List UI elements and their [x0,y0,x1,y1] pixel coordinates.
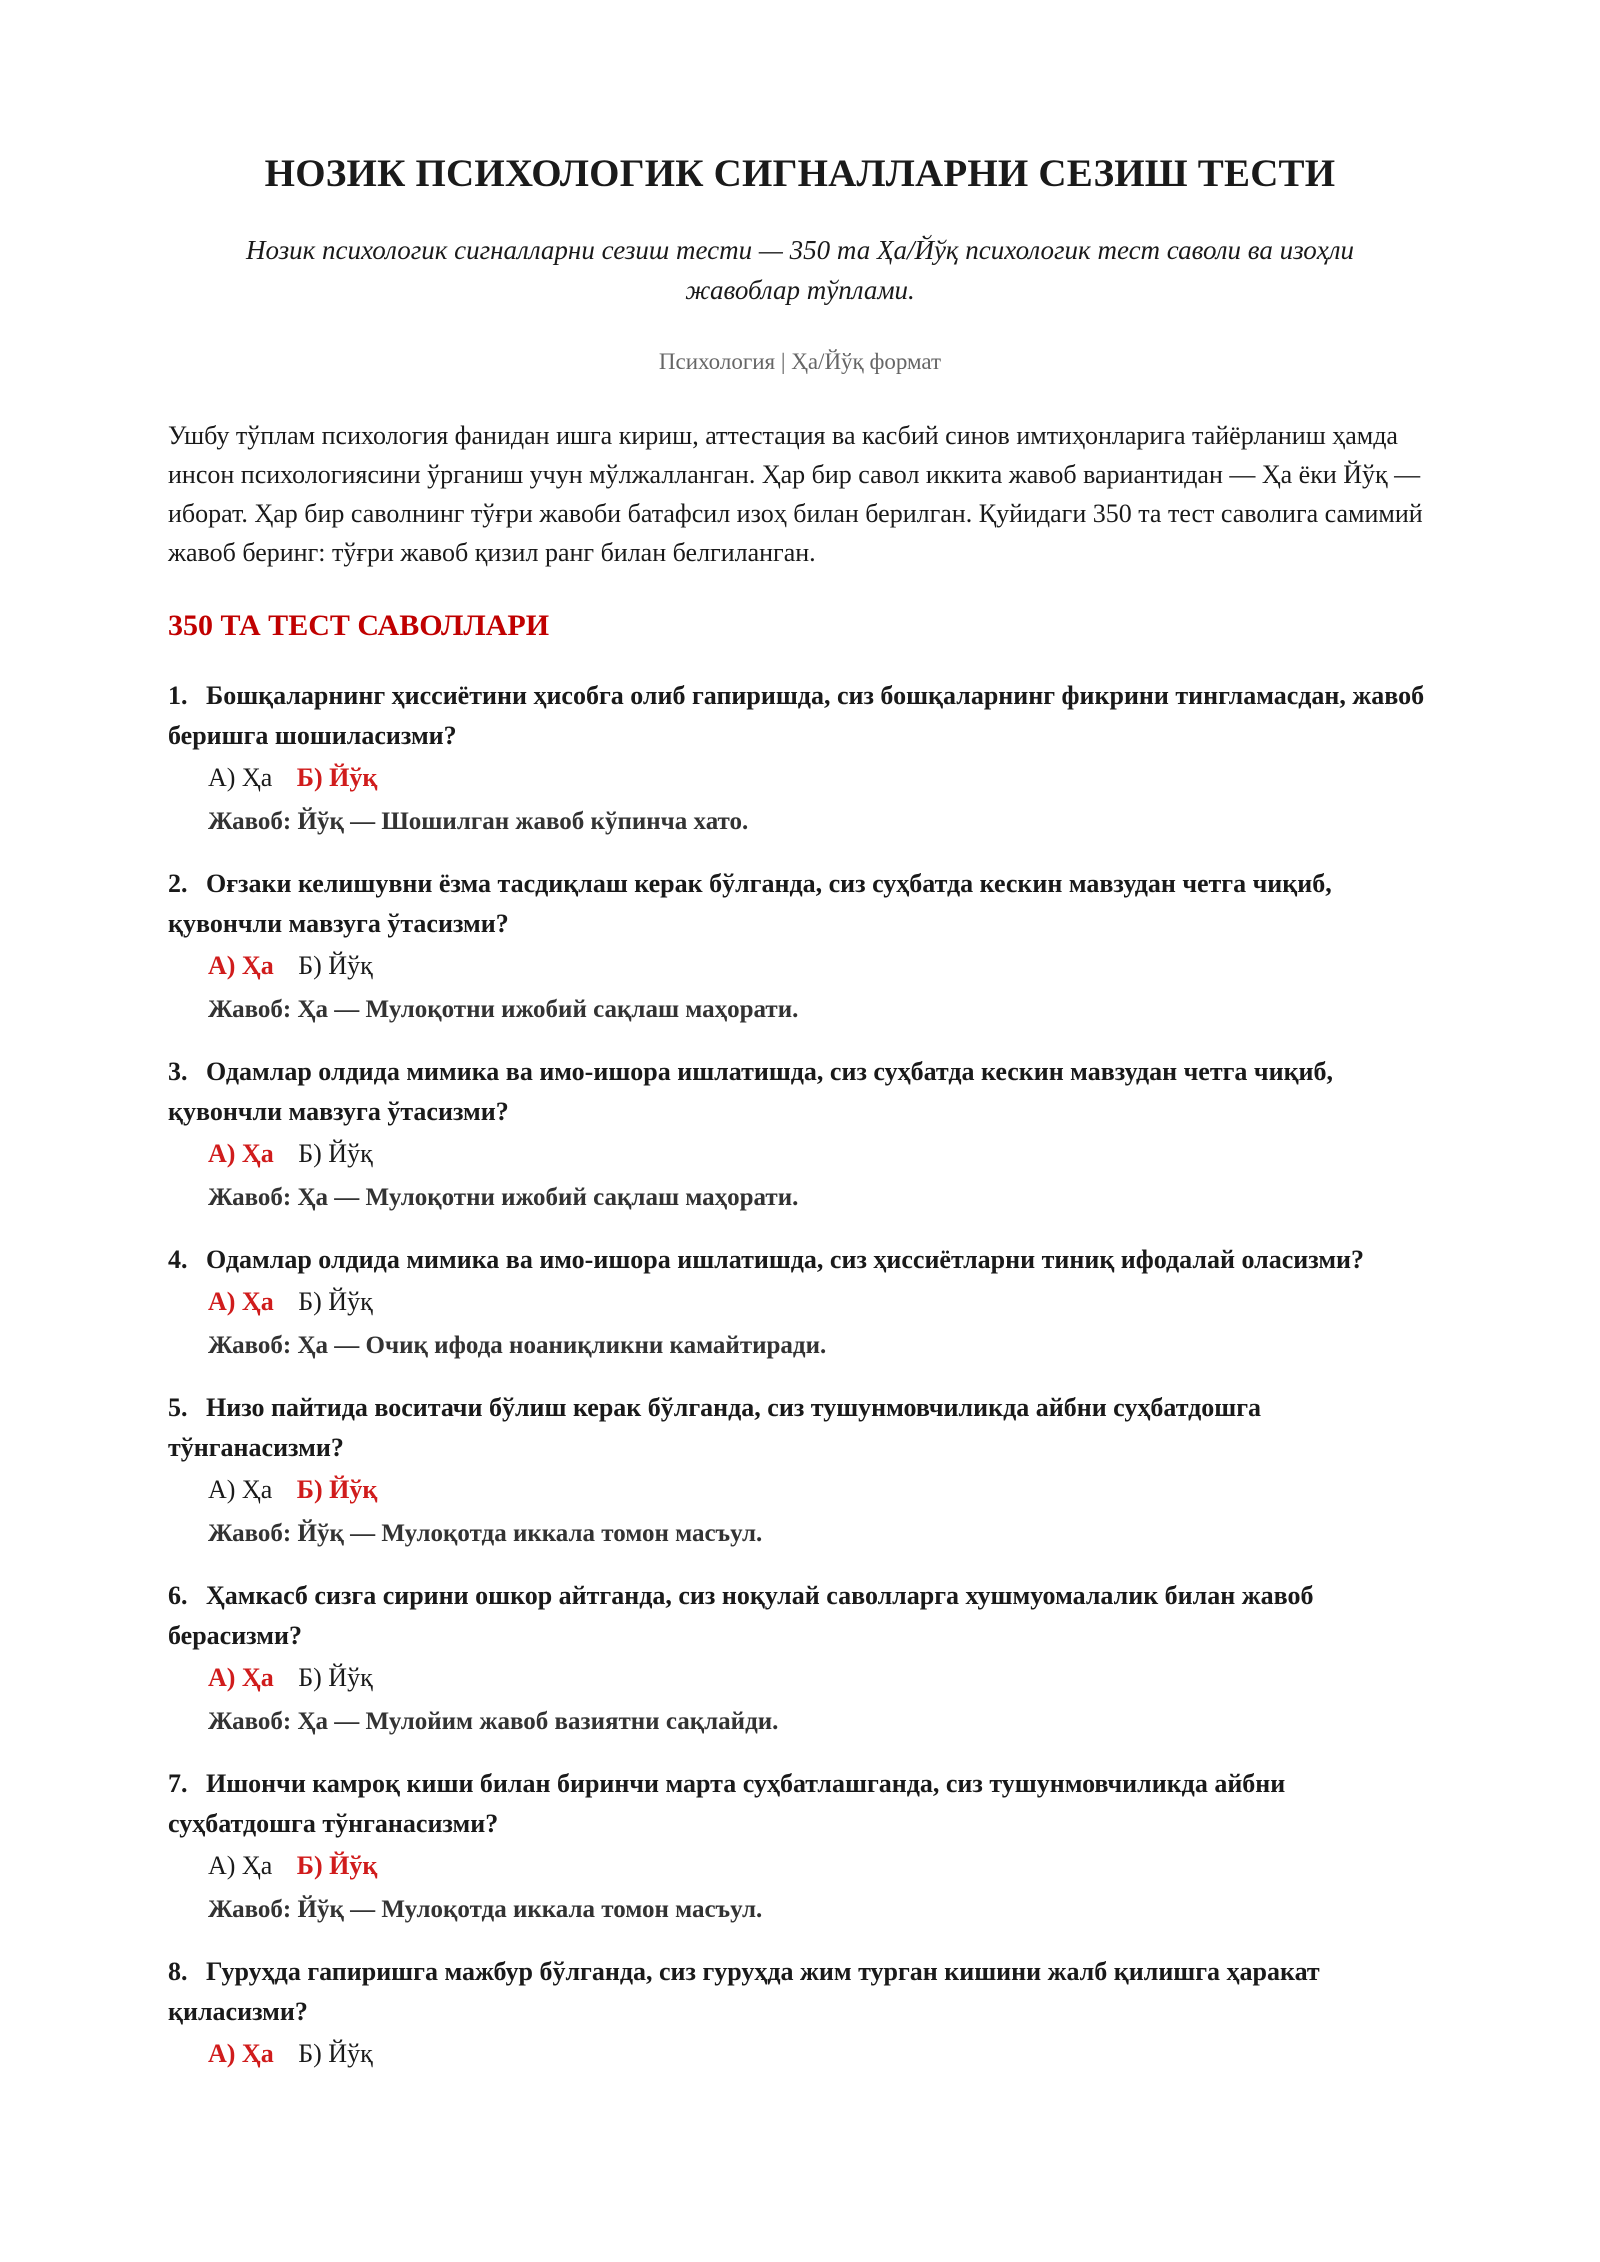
answer-explanation: Жавоб: Йўқ — Шошилган жавоб кўпинча хато. [208,808,749,835]
option-b[interactable]: Б) Йўқ [298,1287,373,1316]
question-body: Низо пайтида воситачи бўлиш керак бўлганда, сиз тушунмовчиликда айбни суҳбатдошга тўнганасизми? [168,1393,1262,1462]
section-heading: 350 ТА ТЕСТ САВОЛЛАРИ [168,609,550,642]
question-item [168,676,1432,842]
answer-options [168,1846,1432,1886]
question-text [168,864,1432,944]
answer-explanation: Жавоб: Ҳа — Мулоқотни ижобий сақлаш маҳорати. [208,996,799,1023]
question-body: Одамлар олдида мимика ва имо-ишора ишлатишда, сиз ҳиссиётларни тиниқ ифодалай оласизми? [206,1245,1365,1274]
question-number: 6. [168,1581,188,1610]
answer-explanation: Жавоб: Ҳа — Мулойим жавоб вазиятни сақлайди. [208,1708,779,1735]
question-item [168,1764,1432,1930]
question-text [168,1576,1432,1656]
option-b[interactable]: Б) Йўқ [298,951,373,980]
question-text [168,1388,1432,1468]
question-item [168,1576,1432,1742]
option-a-correct[interactable]: А) Ҳа [208,2039,274,2068]
question-number: 8. [168,1957,188,1986]
answer-options [168,1282,1432,1322]
question-number: 5. [168,1393,188,1422]
option-b[interactable]: Б) Йўқ [298,1139,373,1168]
answer-explanation: Жавоб: Ҳа — Очиқ ифода ноаниқликни камайтиради. [208,1332,827,1359]
question-item [168,1240,1432,1366]
question-text [168,1052,1432,1132]
option-a-correct[interactable]: А) Ҳа [208,1287,274,1316]
option-a[interactable]: А) Ҳа [208,763,273,792]
question-number: 3. [168,1057,188,1086]
question-body: Оғзаки келишувни ёзма тасдиқлаш керак бўлганда, сиз суҳбатда кескин мавзудан четга чиқиб, қувончли мавзуга ўтасизми? [168,869,1332,938]
option-a[interactable]: А) Ҳа [208,1851,273,1880]
answer-options [168,946,1432,986]
question-text [168,1764,1432,1844]
question-number: 2. [168,869,188,898]
question-body: Ҳамкасб сизга сирини ошкор айтганда, сиз ноқулай саволларга хушмуомалалик билан жавоб берасизми? [168,1581,1314,1650]
option-a-correct[interactable]: А) Ҳа [208,1139,274,1168]
category-label: Психология | Ҳа/Йўқ формат [658,349,942,374]
answer-options [168,2034,1432,2074]
question-number: 1. [168,681,188,710]
option-a[interactable]: А) Ҳа [208,1475,273,1504]
answer-options [168,1134,1432,1174]
question-list [168,676,1432,2074]
question-body: Гуруҳда гапиришга мажбур бўлганда, сиз гуруҳда жим турган кишини жалб қилишга ҳаракат қиласизми? [168,1957,1320,2026]
answer-options [168,1470,1432,1510]
page-title: НОЗИК ПСИХОЛОГИК СИГНАЛЛАРНИ СЕЗИШ ТЕСТИ [264,152,1336,195]
question-text [168,1240,1432,1280]
option-a-correct[interactable]: А) Ҳа [208,951,274,980]
question-body: Одамлар олдида мимика ва имо-ишора ишлатишда, сиз суҳбатда кескин мавзудан четга чиқиб, қувончли мавзуга ўтасизми? [168,1057,1334,1126]
question-text [168,676,1432,756]
option-b[interactable]: Б) Йўқ [298,1663,373,1692]
option-b-correct[interactable]: Б) Йўқ [296,763,378,792]
option-b-correct[interactable]: Б) Йўқ [296,1475,378,1504]
question-text [168,1952,1432,2032]
question-item [168,1052,1432,1218]
question-item [168,864,1432,1030]
option-b-correct[interactable]: Б) Йўқ [296,1851,378,1880]
answer-explanation: Жавоб: Ҳа — Мулоқотни ижобий сақлаш маҳорати. [208,1184,799,1211]
question-body: Ишончи камроқ киши билан биринчи марта суҳбатлашганда, сиз тушунмовчиликда айбни суҳбатдошга тўнганасизми? [168,1769,1286,1838]
answer-options [168,1658,1432,1698]
answer-explanation: Жавоб: Йўқ — Мулоқотда иккала томон масъул. [208,1896,763,1923]
answer-options [168,758,1432,798]
question-number: 4. [168,1245,188,1274]
option-a-correct[interactable]: А) Ҳа [208,1663,274,1692]
intro-paragraph: Ушбу тўплам психология фанидан ишга кириш, аттестация ва касбий синов имтиҳонларига тайёрланиш ҳамда инсон психологиясини ўрганиш учун мўлжалланган. Ҳар бир савол иккита жавоб вариантидан — Ҳа ёки Йўқ — иборат. Ҳар бир саволнинг тўғри жавоби батафсил изоҳ билан берилган. Қуйидаги 350 та тест саволига самимий жавоб беринг: тўғри жавоб қизил ранг билан белгиланган. [168,421,1423,567]
option-b[interactable]: Б) Йўқ [298,2039,373,2068]
answer-explanation: Жавоб: Йўқ — Мулоқотда иккала томон масъул. [208,1520,763,1547]
question-item [168,1388,1432,1554]
page-subtitle: Нозик психологик сигналларни сезиш тести — 350 та Ҳа/Йўқ психологик тест саволи ва изоҳли жавоблар тўплами. [245,235,1355,305]
question-item [168,1952,1432,2074]
question-body: Бошқаларнинг ҳиссиётини ҳисобга олиб гапиришда, сиз бошқаларнинг фикрини тингламасдан, жавоб беришга шошиласизми? [168,681,1425,750]
question-number: 7. [168,1769,188,1798]
